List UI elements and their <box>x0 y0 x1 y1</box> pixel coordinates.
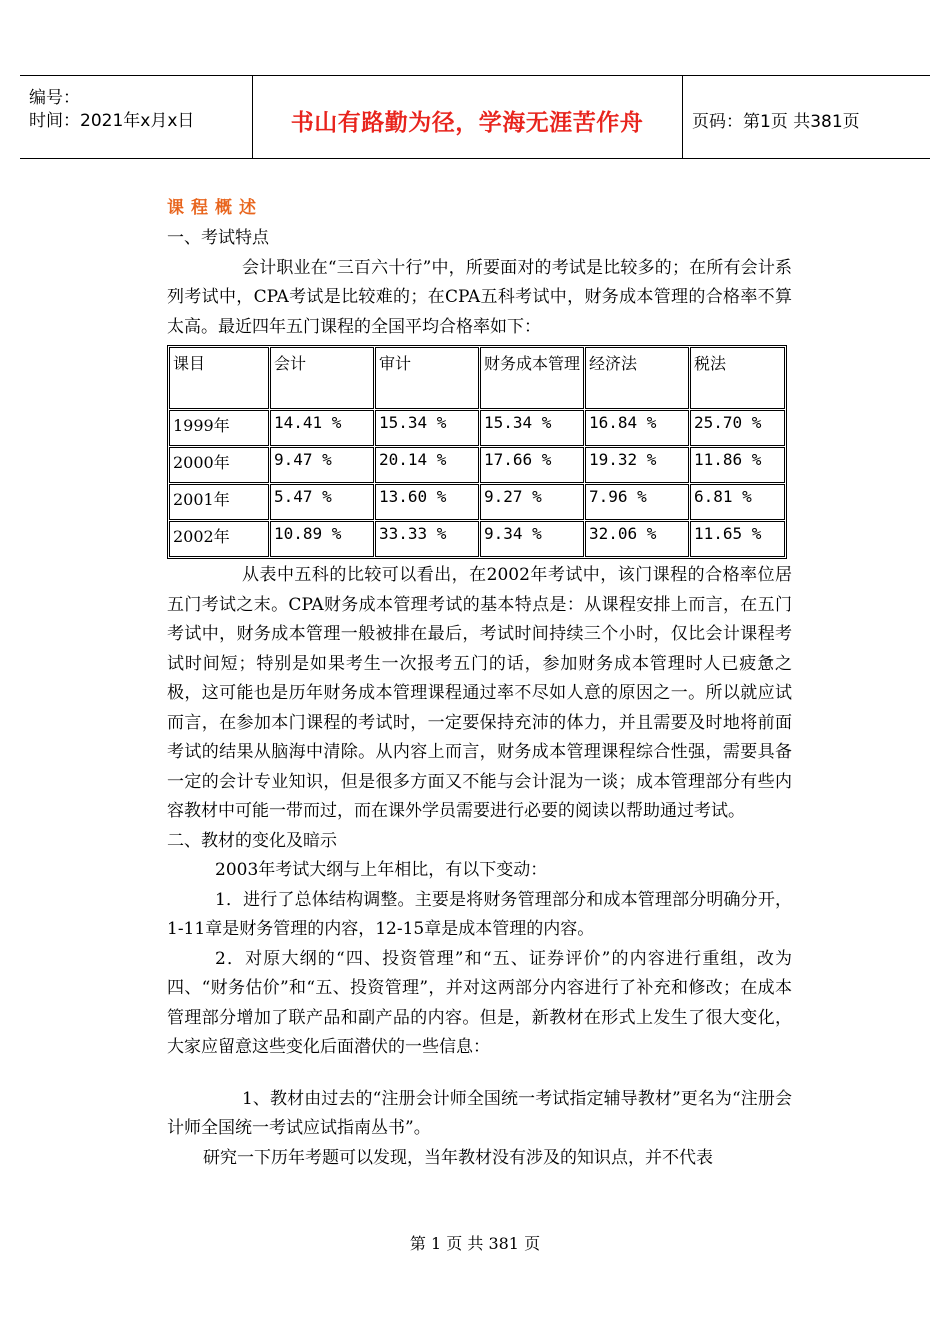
heading-textbook-changes: 二、教材的变化及暗示 <box>167 830 337 851</box>
table-cell: 7.96 % <box>585 484 689 520</box>
table-cell: 33.33 % <box>375 521 479 557</box>
table-cell: 2000年 <box>169 447 269 483</box>
paragraph: 2003年考试大纲与上年相比，有以下变动： <box>215 860 548 880</box>
table-cell: 25.70 % <box>690 410 785 446</box>
heading-exam-features: 一、考试特点 <box>167 228 269 248</box>
section-title: 课程概述 <box>167 198 263 218</box>
page-header <box>20 75 930 159</box>
table-cell: 20.14 % <box>375 447 479 483</box>
paragraph: 会计职业在“三百六十行”中，所要面对的考试是比较多的；在所有会计系列考试中，CPA考试是比较难的；在CPA五科考试中，财务成本管理的合格率不算太高。最近四年五门课程的全国平均合格率如下： <box>167 257 792 337</box>
header-page-info: 页码：第1页 共381页 <box>692 112 860 132</box>
document-body <box>167 193 792 1173</box>
table-cell: 15.34 % <box>375 410 479 446</box>
table-cell: 32.06 % <box>585 521 689 557</box>
table-header-cell: 经济法 <box>585 347 689 409</box>
table-row <box>169 410 785 446</box>
table-header-row <box>169 347 785 409</box>
paragraph: 2．对原大纲的“四、投资管理”和“五、证券评价”的内容进行重组，改为四、“财务估价”和“五、投资管理”，并对这两部分内容进行了补充和修改；在成本管理部分增加了联产品和副产品的内容。但是，新教材在形式上发生了很大变化，大家应留意这些变化后面潜伏的一些信息： <box>167 948 792 1057</box>
table-header-cell: 课目 <box>169 347 269 409</box>
table-cell: 9.47 % <box>270 447 374 483</box>
table-cell: 11.65 % <box>690 521 785 557</box>
table-row <box>169 521 785 557</box>
table-cell: 1999年 <box>169 410 269 446</box>
paragraph: 1．进行了总体结构调整。主要是将财务管理部分和成本管理部分明确分开，1-11章是财务管理的内容，12-15章是成本管理的内容。 <box>167 889 792 939</box>
table-row <box>169 484 785 520</box>
table-header-cell: 会计 <box>270 347 374 409</box>
table-cell: 14.41 % <box>270 410 374 446</box>
header-divider <box>682 76 683 158</box>
spacer <box>167 1063 792 1085</box>
paragraph: 1、教材由过去的“注册会计师全国统一考试指定辅导教材”更名为“注册会计师全国统一考试应试指南丛书”。 <box>167 1088 792 1138</box>
table-header-cell: 财务成本管理 <box>480 347 584 409</box>
paragraph: 研究一下历年考题可以发现，当年教材没有涉及的知识点，并不代表 <box>203 1147 713 1168</box>
header-number-label: 编号： <box>29 88 80 108</box>
table-cell: 15.34 % <box>480 410 584 446</box>
table-cell: 2001年 <box>169 484 269 520</box>
header-time-label: 时间：2021年x月x日 <box>29 111 195 131</box>
paragraph: 从表中五科的比较可以看出，在2002年考试中，该门课程的合格率位居五门考试之末。CPA财务成本管理考试的基本特点是：从课程安排上而言，在五门考试中，财务成本管理一般被排在最后，考试时间持续三个小时，仅比会计课程考试时间短；特别是如果考生一次报考五门的话，参加财务成本管理时人已疲惫之极，这可能也是历年财务成本管理课程通过率不尽如人意的原因之一。所以就应试而言，在参加本门课程的考试时，一定要保持充沛的体力，并且需要及时地将前面考试的结果从脑海中清除。从内容上而言，财务成本管理课程综合性强，需要具备一定的会计专业知识，但是很多方面又不能与会计混为一谈；成本管理部分有些内容教材中可能一带而过，而在课外学员需要进行必要的阅读以帮助通过考试。 <box>167 565 792 821</box>
table-cell: 5.47 % <box>270 484 374 520</box>
table-header-cell: 税法 <box>690 347 785 409</box>
table-cell: 6.81 % <box>690 484 785 520</box>
pass-rate-table <box>167 345 787 559</box>
table-cell: 17.66 % <box>480 447 584 483</box>
table-header-cell: 审计 <box>375 347 479 409</box>
table-cell: 9.34 % <box>480 521 584 557</box>
table-row <box>169 447 785 483</box>
header-motto: 书山有路勤为径，学海无涯苦作舟 <box>290 110 644 136</box>
table-cell: 9.27 % <box>480 484 584 520</box>
page-footer: 第 1 页 共 381 页 <box>409 1234 541 1253</box>
table-cell: 13.60 % <box>375 484 479 520</box>
table-cell: 16.84 % <box>585 410 689 446</box>
table-cell: 11.86 % <box>690 447 785 483</box>
table-cell: 2002年 <box>169 521 269 557</box>
table-cell: 10.89 % <box>270 521 374 557</box>
table-cell: 19.32 % <box>585 447 689 483</box>
